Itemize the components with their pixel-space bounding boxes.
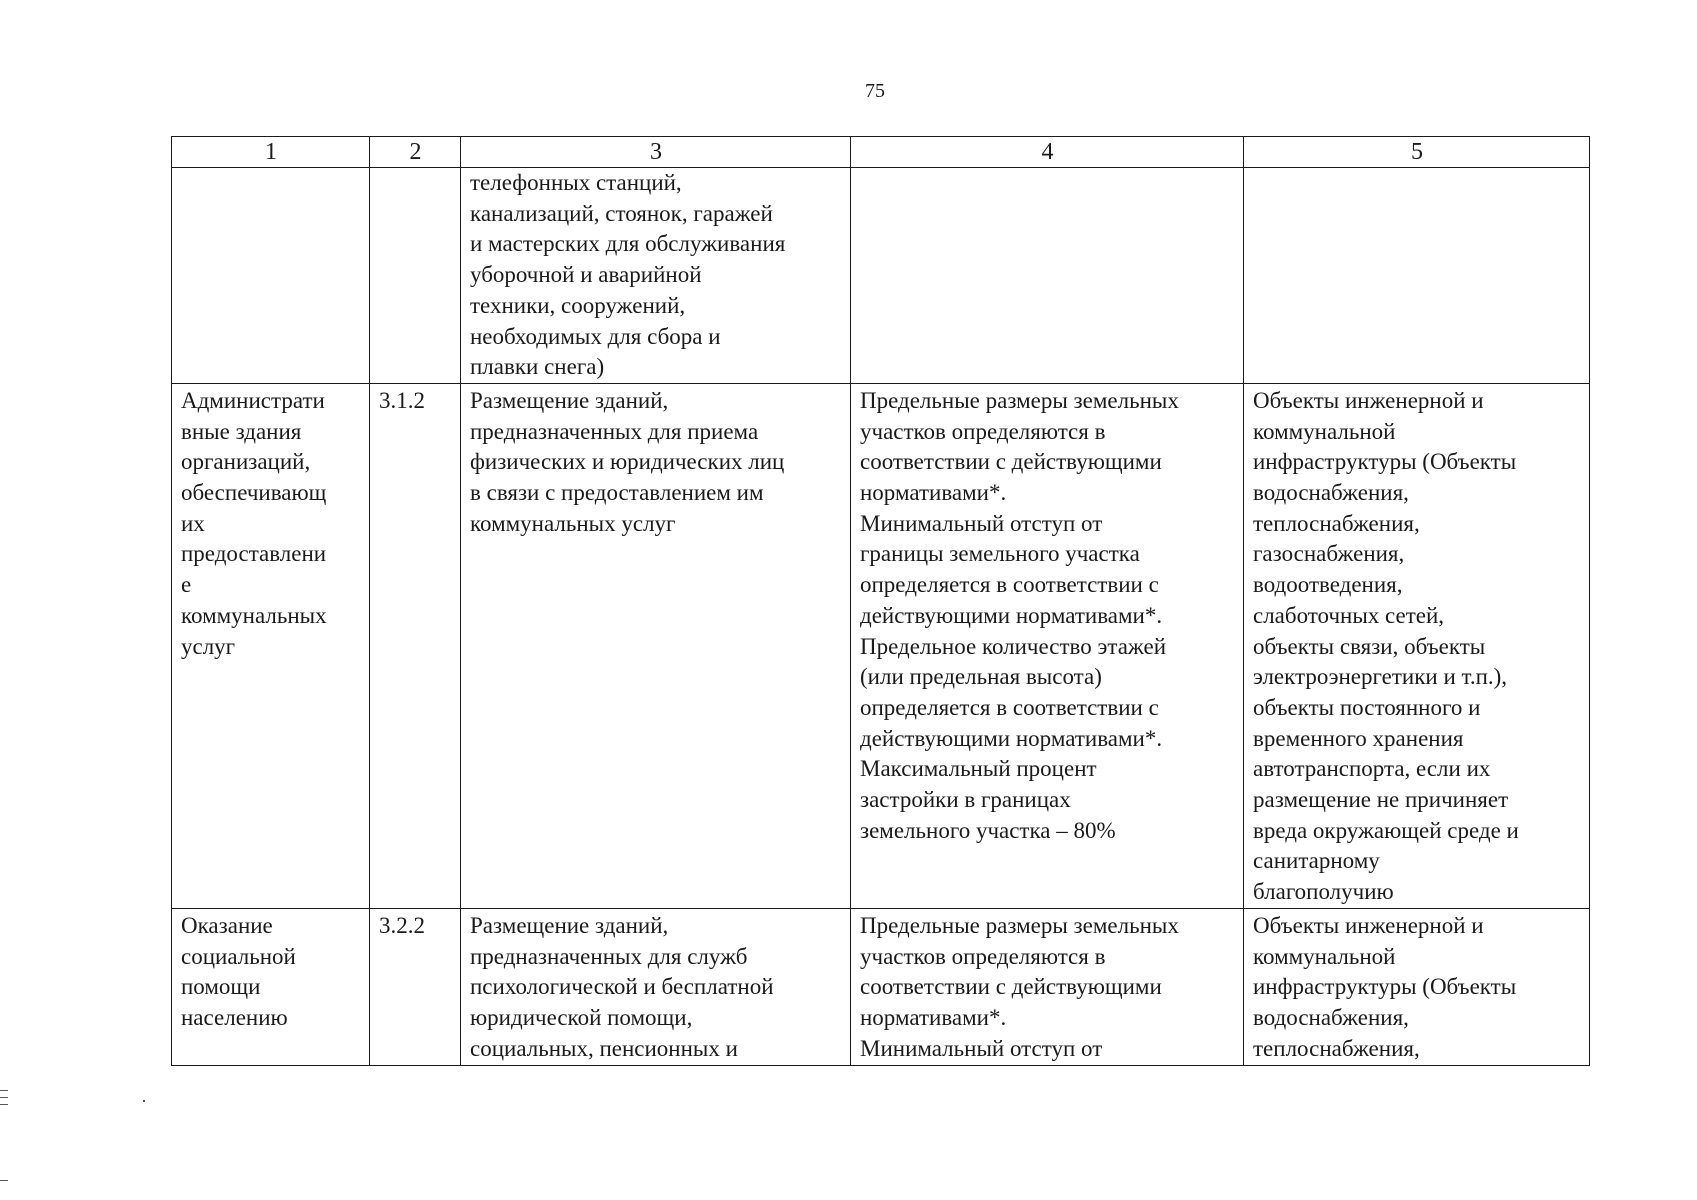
column-header-1: 1 [172,137,370,168]
column-header-3: 3 [461,137,851,168]
cell-use-description: Размещение зданий, предназначенных для служб психологической и бесплатной юридической помощи, социальных, пенсионных и [461,908,851,1065]
cell-use-code [370,168,461,384]
cell-use-name: Оказание социальной помощи населению [172,908,370,1065]
column-header-2: 2 [370,137,461,168]
scan-mark [0,1180,8,1181]
page-number: 75 [865,80,885,102]
cell-use-description: Размещение зданий, предназначенных для приема физических и юридических лиц в связи с предоставлением им коммунальных услуг [461,383,851,908]
cell-auxiliary-uses: Объекты инженерной и коммунальной инфраструктуры (Объекты водоснабжения, теплоснабжения, газоснабжения, водоотведения, слаботочных сетей, объекты связи, объекты электроэнергетики и т.п.), объекты постоянного и временного хранения автотранспорта, если их размещение не причиняет вреда окружающей среде и санитарному благополучию [1244,383,1590,908]
cell-parameters: Предельные размеры земельных участков определяются в соответствии с действующими нормативами*. Минимальный отступ от [851,908,1244,1065]
column-header-4: 4 [851,137,1244,168]
column-header-5: 5 [1244,137,1590,168]
table-header-row [172,137,1590,168]
scan-mark [0,1097,8,1098]
cell-parameters [851,168,1244,384]
cell-use-name: Администрати вные здания организаций, обеспечивающ их предоставлени е коммунальных услуг [172,383,370,908]
scan-mark [0,1104,8,1105]
cell-auxiliary-uses [1244,168,1590,384]
cell-use-code: 3.1.2 [370,383,461,908]
regulations-table [171,136,1590,1066]
cell-use-description: телефонных станций, канализаций, стоянок, гаражей и мастерских для обслуживания уборочной и аварийной техники, сооружений, необходимых для сбора и плавки снега) [461,168,851,384]
scan-mark [0,1090,8,1091]
cell-use-name [172,168,370,384]
table-row [172,168,1590,384]
table-row [172,908,1590,1065]
cell-parameters: Предельные размеры земельных участков определяются в соответствии с действующими нормативами*. Минимальный отступ от границы земельного участка определяется в соответствии с действующими нормативами*. Предельное количество этажей (или предельная высота) определяется в соответствии с действующими нормативами*. Максимальный процент застройки в границах земельного участка – 80% [851,383,1244,908]
scan-dot [143,1100,145,1102]
cell-auxiliary-uses: Объекты инженерной и коммунальной инфраструктуры (Объекты водоснабжения, теплоснабжения, [1244,908,1590,1065]
cell-use-code: 3.2.2 [370,908,461,1065]
table-row [172,383,1590,908]
